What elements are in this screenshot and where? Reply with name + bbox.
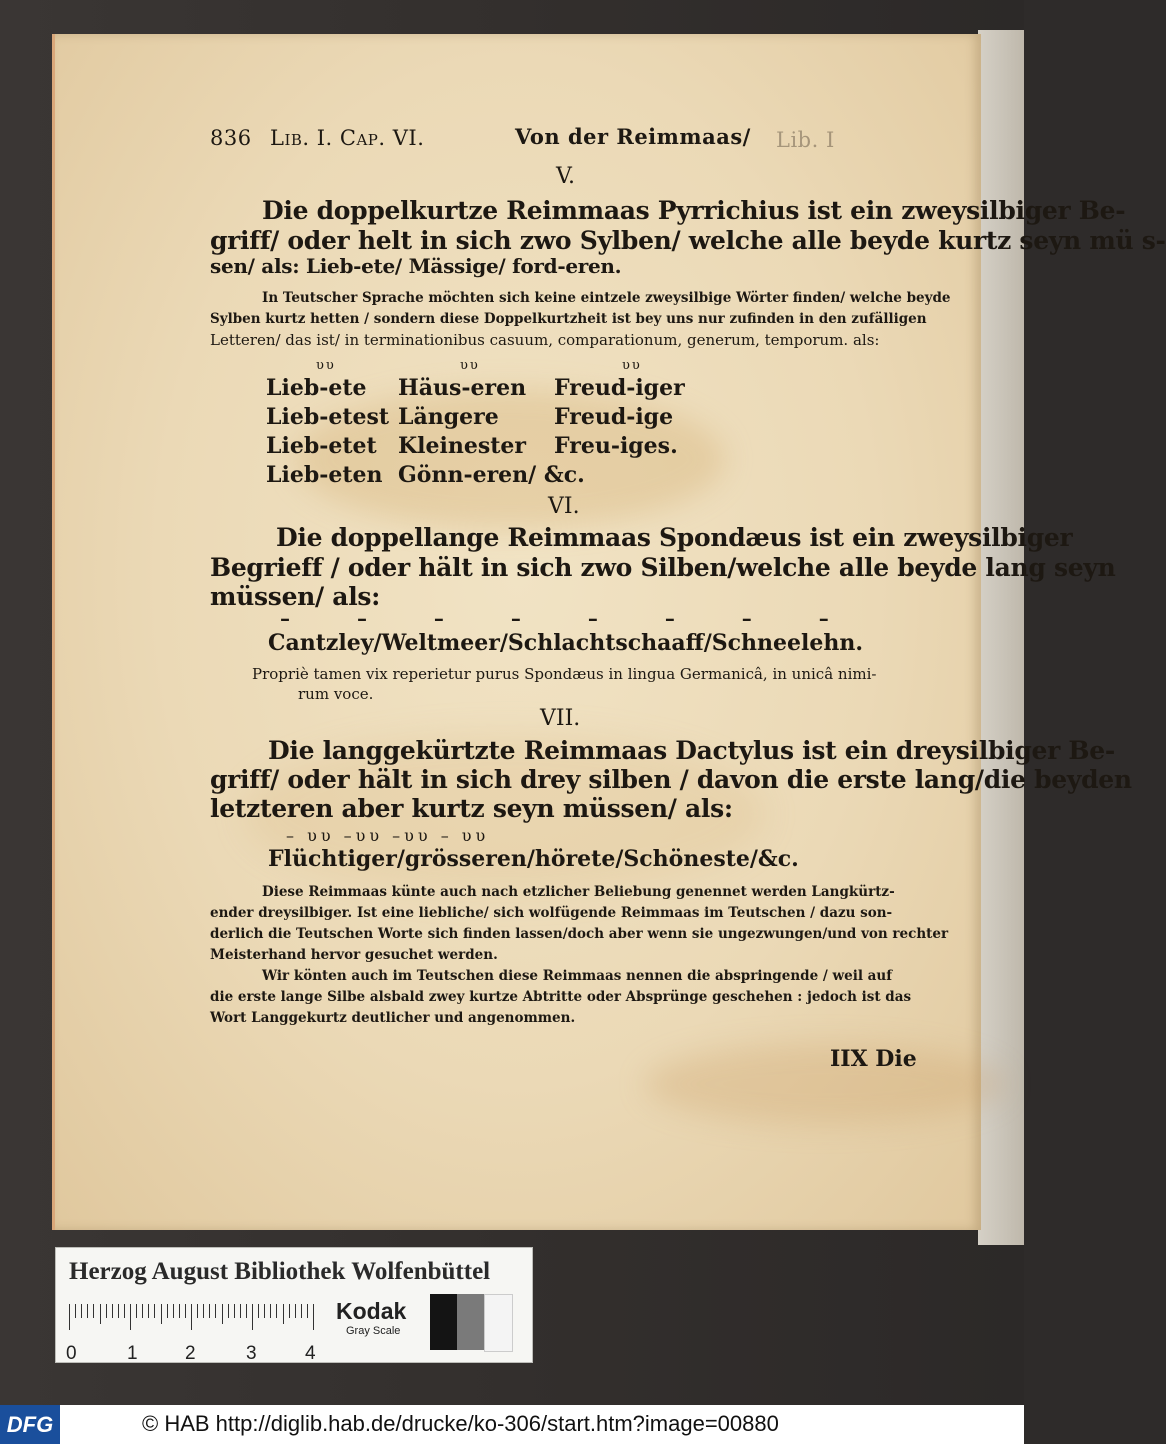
section-vii-note-1: Diese Reimmaas künte auch nach etzlicher Beliebung genennet werden Langkürtz- xyxy=(262,884,895,900)
copyright-credit: © HAB http://diglib.hab.de/drucke/ko-306/start.htm?image=00880 xyxy=(142,1411,779,1436)
example-word: Gönn-eren/ &c. xyxy=(398,462,585,488)
ruler-tick xyxy=(100,1304,101,1324)
short-syllable-mark: υυ xyxy=(316,358,336,373)
ruler-tick xyxy=(93,1304,94,1318)
ruler-tick xyxy=(179,1304,180,1318)
bleed-through-text: Lib. I xyxy=(776,128,835,152)
ruler-tick xyxy=(289,1304,290,1318)
ruler xyxy=(69,1304,327,1330)
ruler-tick xyxy=(142,1304,143,1318)
example-word: Lieb-eten xyxy=(266,462,383,488)
section-v-note-2: Sylben kurtz hetten / sondern diese Doppelkurtzheit ist bey uns nur zufinden in den zufälligen xyxy=(210,311,927,327)
footer-bar xyxy=(0,1405,1024,1444)
kodak-logo: Kodak xyxy=(336,1298,407,1324)
ruler-tick xyxy=(173,1304,174,1318)
ruler-tick xyxy=(295,1304,296,1318)
section-vii-note-7: Wort Langgekurtz deutlicher und angenommen. xyxy=(210,1010,576,1026)
ruler-number: 3 xyxy=(246,1343,257,1364)
ruler-tick xyxy=(75,1304,76,1318)
section-vii-example: Flüchtiger/grösseren/hörete/Schöneste/&c. xyxy=(268,846,799,872)
ruler-tick xyxy=(234,1304,235,1318)
paper-stain xyxy=(645,1044,1005,1124)
ruler-tick xyxy=(215,1304,216,1318)
ruler-tick xyxy=(240,1304,241,1318)
example-word: Freu-iges. xyxy=(554,433,678,459)
ruler-tick xyxy=(283,1304,284,1324)
ruler-tick xyxy=(276,1304,277,1318)
ruler-number: 4 xyxy=(305,1343,316,1364)
ruler-number: 2 xyxy=(185,1343,196,1364)
long-syllable-marks: – – – – – – – – xyxy=(280,606,859,630)
ruler-number: 1 xyxy=(127,1343,138,1364)
ruler-tick xyxy=(203,1304,204,1318)
ruler-tick xyxy=(148,1304,149,1318)
dfg-logo: DFG xyxy=(0,1405,60,1444)
ruler-tick xyxy=(118,1304,119,1318)
page-number: 836 xyxy=(210,126,252,150)
ruler-tick xyxy=(154,1304,155,1318)
section-v-note-1: In Teutscher Sprache möchten sich keine eintzele zweysilbige Wörter finden/ welche beyde xyxy=(262,290,951,306)
section-vii-note-4: Meisterhand hervor gesuchet werden. xyxy=(210,947,498,963)
ruler-tick xyxy=(106,1304,107,1318)
library-name: Herzog August Bibliothek Wolfenbüttel xyxy=(69,1258,491,1285)
section-vii-line-3: letzteren aber kurtz seyn müssen/ als: xyxy=(210,794,733,823)
ruler-number: 0 xyxy=(66,1343,77,1364)
ruler-tick xyxy=(167,1304,168,1318)
section-vi-latin-1: Propriè tamen vix reperietur purus Spondæus in lingua Germanicâ, in unicâ nimi- xyxy=(252,665,877,683)
example-word: Freud-ige xyxy=(554,404,674,430)
example-word: Kleinester xyxy=(398,433,526,459)
example-word: Lieb-etest xyxy=(266,404,390,430)
section-vii-line-1: Die langgekürtzte Reimmaas Dactylus ist ein dreysilbiger Be- xyxy=(268,736,1115,765)
section-numeral-v: V. xyxy=(556,164,576,189)
ruler-tick xyxy=(185,1304,186,1318)
ruler-tick xyxy=(307,1304,308,1318)
section-numeral-vii: VII. xyxy=(540,706,581,731)
section-v-line-1: Die doppelkurtze Reimmaas Pyrrichius ist ein zweysilbiger Be- xyxy=(262,196,1126,225)
ruler-tick xyxy=(258,1304,259,1318)
section-vii-note-3: derlich die Teutschen Worte sich finden lassen/doch aber wenn sie ungezwungen/und von rechter xyxy=(210,926,949,942)
ruler-tick xyxy=(136,1304,137,1318)
section-vi-latin-2: rum voce. xyxy=(298,685,374,703)
ruler-tick xyxy=(69,1304,70,1330)
example-word: Häus-eren xyxy=(398,375,527,401)
running-title: Von der Reimmaas/ xyxy=(515,124,751,149)
section-vii-note-5: Wir könten auch im Teutschen diese Reimmaas nennen die abspringende / weil auf xyxy=(262,968,893,984)
ruler-tick xyxy=(197,1304,198,1318)
section-v-line-3: sen/ als: Lieb-ete/ Mässige/ ford-eren. xyxy=(210,254,622,278)
example-word: Lieb-etet xyxy=(266,433,377,459)
library-label-card xyxy=(55,1247,533,1363)
syllable-marks: – υυ –υυ –υυ – υυ xyxy=(286,826,490,845)
example-word: Lieb-ete xyxy=(266,375,367,401)
gray-swatch-mid xyxy=(457,1294,484,1350)
ruler-tick xyxy=(228,1304,229,1318)
ruler-tick xyxy=(81,1304,82,1318)
ruler-tick xyxy=(191,1304,192,1330)
ruler-tick xyxy=(252,1304,253,1330)
ruler-tick xyxy=(130,1304,131,1330)
example-word: Freud-iger xyxy=(554,375,685,401)
catchword: IIX Die xyxy=(830,1046,917,1072)
ruler-tick xyxy=(222,1304,223,1324)
ruler-tick xyxy=(246,1304,247,1318)
short-syllable-mark: υυ xyxy=(460,358,480,373)
ruler-tick xyxy=(161,1304,162,1324)
section-vi-line-3: müssen/ als: xyxy=(210,582,381,611)
section-vi-example: Cantzley/Weltmeer/Schlachtschaaff/Schneelehn. xyxy=(268,630,864,656)
section-vi-line-1: Die doppellange Reimmaas Spondæus ist ein zweysilbiger xyxy=(276,523,1073,552)
section-v-note-3: Letteren/ das ist/ in terminationibus casuum, comparationum, generum, temporum. als: xyxy=(210,331,880,349)
section-numeral-vi: VI. xyxy=(548,494,580,519)
gray-swatch-black xyxy=(430,1294,457,1350)
gray-scale-label: Gray Scale xyxy=(346,1325,401,1337)
section-vii-line-2: griff/ oder hält in sich drey silben / davon die erste lang/die beyden xyxy=(210,765,1132,794)
book-reference: Lib. I. Cap. VI. xyxy=(270,126,425,150)
example-word: Längere xyxy=(398,404,499,430)
gray-swatch-white xyxy=(484,1294,513,1352)
ruler-tick xyxy=(87,1304,88,1318)
ruler-tick xyxy=(264,1304,265,1318)
ruler-tick xyxy=(112,1304,113,1318)
short-syllable-mark: υυ xyxy=(622,358,642,373)
ruler-tick xyxy=(124,1304,125,1318)
section-vi-line-2: Begrieff / oder hält in sich zwo Silben/welche alle beyde lang seyn xyxy=(210,553,1116,582)
section-vii-note-6: die erste lange Silbe alsbald zwey kurtze Abtritte oder Absprünge geschehen : jedoch ist das xyxy=(210,989,912,1005)
section-vii-note-2: ender dreysilbiger. Ist eine liebliche/ sich wolfügende Reimmaas im Teutschen / dazu son- xyxy=(210,905,893,921)
section-v-line-2: griff/ oder helt in sich zwo Sylben/ welche alle beyde kurtz seyn mü s- xyxy=(210,226,1166,255)
ruler-tick xyxy=(301,1304,302,1318)
ruler-tick xyxy=(209,1304,210,1318)
ruler-tick xyxy=(313,1304,314,1330)
ruler-tick xyxy=(270,1304,271,1318)
